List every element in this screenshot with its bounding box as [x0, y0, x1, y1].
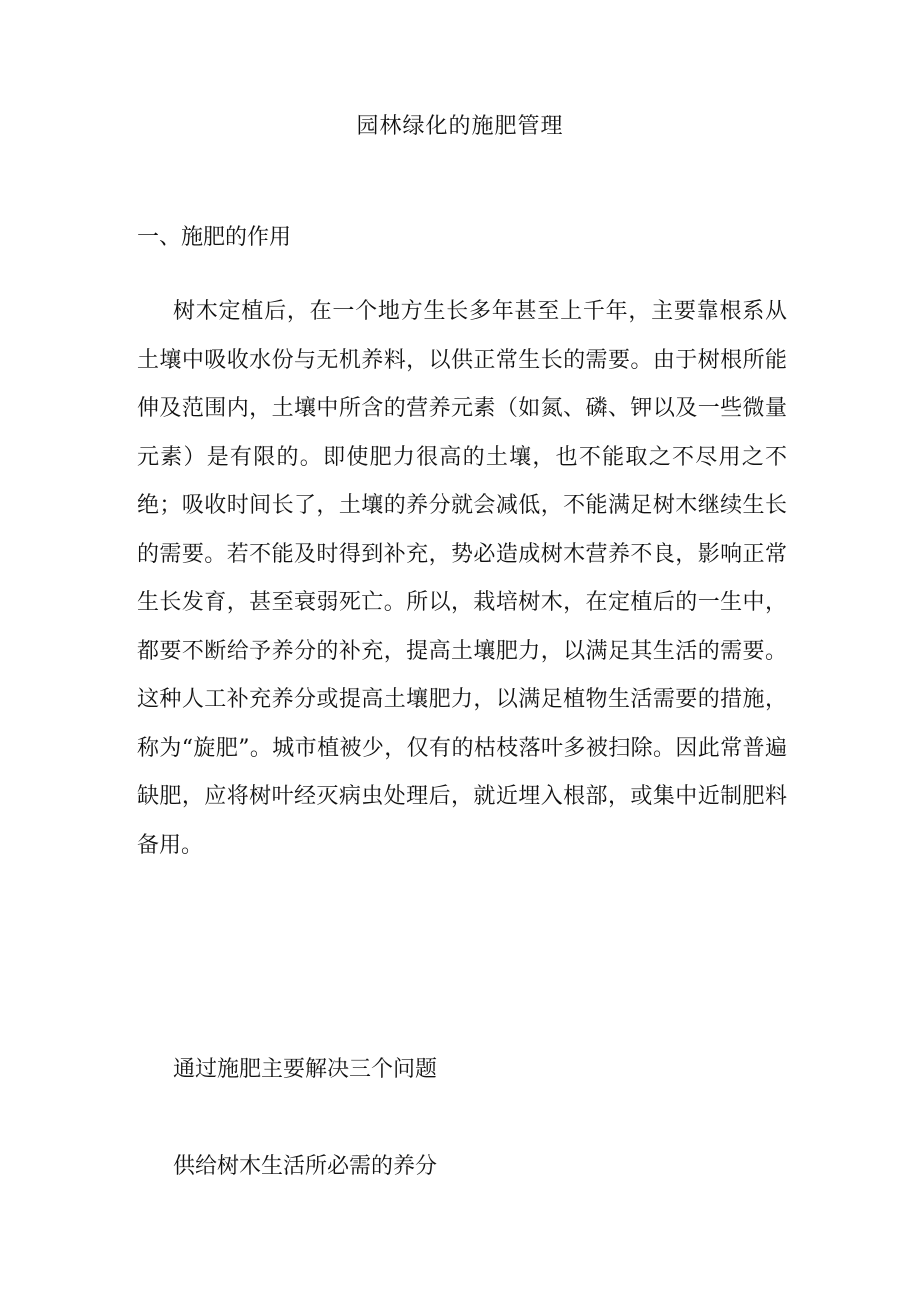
document-title: 园林绿化的施肥管理 — [356, 114, 564, 139]
subheading-three-problems: 通过施肥主要解决三个问题 — [173, 1057, 438, 1082]
body-paragraph: 树木定植后，在一个地方生长多年甚至上千年，主要靠根系从土壤中吸收水份与无机养料，以供正常生长的需要。由于树根所能伸及范围内，土壤中所含的营养元素（如氮、磷、钾以及一些微量元素）是有限的。即使肥力很高的土壤，也不能取之不尽用之不绝；吸收时间长了，土壤的养分就会减低，不能满足树木继续生长的需要。若不能及时得到补充，势必造成树木营养不良，影响正常生长发育，甚至衰弱死亡。所以，栽培树木，在定植后的一生中，都要不断给予养分的补充，提高土壤肥力，以满足其生活的需要。这种人工补充养分或提高土壤肥力，以满足植物生活需要的措施，称为“旋肥”。城市植被少，仅有的枯枝落叶多被扫除。因此常普遍缺肥，应将树叶经灭病虫处理后，就近埋入根部，或集中近制肥料备用。 — [137, 299, 787, 858]
section-heading: 一、施肥的作用 — [137, 225, 292, 250]
subheading-supply-nutrients: 供给树木生活所必需的养分 — [173, 1154, 438, 1179]
